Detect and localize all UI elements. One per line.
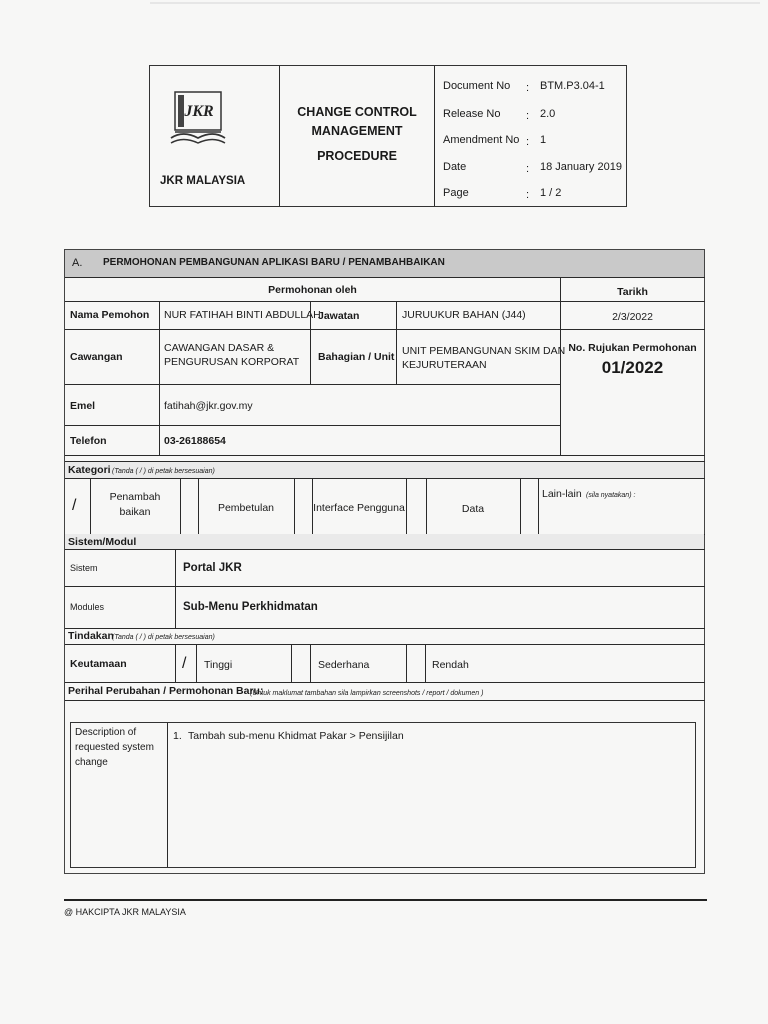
category-other-hint: (sila nyatakan) : xyxy=(586,492,636,499)
meta-value-document-no: BTM.P3.04-1 xyxy=(540,80,605,92)
footer-rule xyxy=(64,899,707,901)
section-letter: A. xyxy=(72,257,83,269)
desc-label-line2: requested system xyxy=(75,742,154,753)
scan-edge xyxy=(150,2,760,4)
jkr-logo xyxy=(165,90,231,148)
unit-label: Bahagian / Unit xyxy=(318,351,395,363)
desc-label-line1: Description of xyxy=(75,727,137,738)
meta-label-amendment-no: Amendment No xyxy=(443,134,520,146)
change-label: Perihal Perubahan / Permohonan Baru: xyxy=(68,685,264,697)
action-label: Tindakan xyxy=(68,630,114,642)
change-item-number: 1. xyxy=(173,730,182,742)
phone-label: Telefon xyxy=(70,435,107,447)
meta-sep: : xyxy=(526,189,530,201)
date-value: 2/3/2022 xyxy=(612,311,653,323)
system-value: Portal JKR xyxy=(183,562,242,574)
meta-value-page: 1 / 2 xyxy=(540,187,562,199)
doc-title-line1: CHANGE CONTROL xyxy=(297,105,417,119)
category-option-2: Pembetulan xyxy=(217,502,275,514)
org-name: JKR MALAYSIA xyxy=(160,175,246,187)
meta-label-page: Page xyxy=(443,187,469,199)
meta-sep: : xyxy=(526,136,530,148)
email-value: fatihah@jkr.gov.my xyxy=(164,400,253,412)
meta-sep: : xyxy=(526,110,530,122)
priority-high: Tinggi xyxy=(204,659,233,671)
desc-label-line3: change xyxy=(75,757,108,768)
unit-value-line2: KEJURUTERAAN xyxy=(402,359,487,371)
branch-label: Cawangan xyxy=(70,351,123,363)
section-title: PERMOHONAN PEMBANGUNAN APLIKASI BARU / PENAMBAHBAIKAN xyxy=(103,257,445,268)
position-label: Jawatan xyxy=(318,310,360,322)
meta-sep: : xyxy=(526,82,530,94)
name-value: NUR FATIHAH BINTI ABDULLAH xyxy=(164,309,321,321)
meta-value-amendment-no: 1 xyxy=(540,134,547,146)
requested-by-label: Permohonan oleh xyxy=(268,284,357,296)
change-hint: (Untuk maklumat tambahan sila lampirkan screenshots / report / dokumen ) xyxy=(250,690,484,697)
system-bar xyxy=(65,534,704,549)
meta-label-date: Date xyxy=(443,161,467,173)
meta-label-document-no: Document No xyxy=(443,80,511,92)
priority-low: Rendah xyxy=(432,659,469,671)
category-label: Kategori xyxy=(68,464,111,476)
date-label: Tarikh xyxy=(617,286,648,298)
doc-title-line3: PROCEDURE xyxy=(317,149,397,163)
system-label: Sistem xyxy=(70,563,98,573)
change-item-text: Tambah sub-menu Khidmat Pakar > Pensijilan xyxy=(188,730,404,742)
ref-label: No. Rujukan Permohonan xyxy=(568,342,697,354)
category-other-label: Lain-lain xyxy=(542,488,582,500)
modules-value: Sub-Menu Perkhidmatan xyxy=(183,601,318,613)
branch-value-line1: CAWANGAN DASAR & xyxy=(164,342,275,354)
unit-value-line1: UNIT PEMBANGUNAN SKIM DAN xyxy=(402,345,566,357)
meta-value-release-no: 2.0 xyxy=(540,108,556,120)
category-option-1-line1: Penambah xyxy=(109,491,161,503)
change-description-box xyxy=(70,722,696,868)
category-option-4: Data xyxy=(461,503,485,515)
svg-text:JKR: JKR xyxy=(184,103,214,120)
system-module-label: Sistem/Modul xyxy=(68,536,137,548)
position-value: JURUUKUR BAHAN (J44) xyxy=(402,309,526,321)
category-mark: / xyxy=(72,497,77,514)
meta-sep: : xyxy=(526,163,530,175)
category-hint: (Tanda ( / ) di petak bersesuaian) xyxy=(112,468,215,475)
meta-label-release-no: Release No xyxy=(443,108,501,120)
branch-value-line2: PENGURUSAN KORPORAT xyxy=(164,356,300,368)
priority-label: Keutamaan xyxy=(70,658,127,670)
phone-value: 03-26188654 xyxy=(164,435,226,447)
ref-value: 01/2022 xyxy=(601,358,664,377)
footer-copyright: @ HAKCIPTA JKR MALAYSIA xyxy=(64,907,186,917)
name-label: Nama Pemohon xyxy=(70,309,150,321)
action-hint: (Tanda ( / ) di petak bersesuaian) xyxy=(112,634,215,641)
priority-medium: Sederhana xyxy=(318,659,370,671)
category-option-3: Interface Pengguna xyxy=(313,502,405,514)
modules-label: Modules xyxy=(70,602,105,612)
email-label: Emel xyxy=(70,400,96,412)
meta-value-date: 18 January 2019 xyxy=(540,161,622,173)
priority-mark: / xyxy=(182,655,187,672)
doc-title-line2: MANAGEMENT xyxy=(311,124,403,138)
category-option-1-line2: baikan xyxy=(119,506,151,518)
